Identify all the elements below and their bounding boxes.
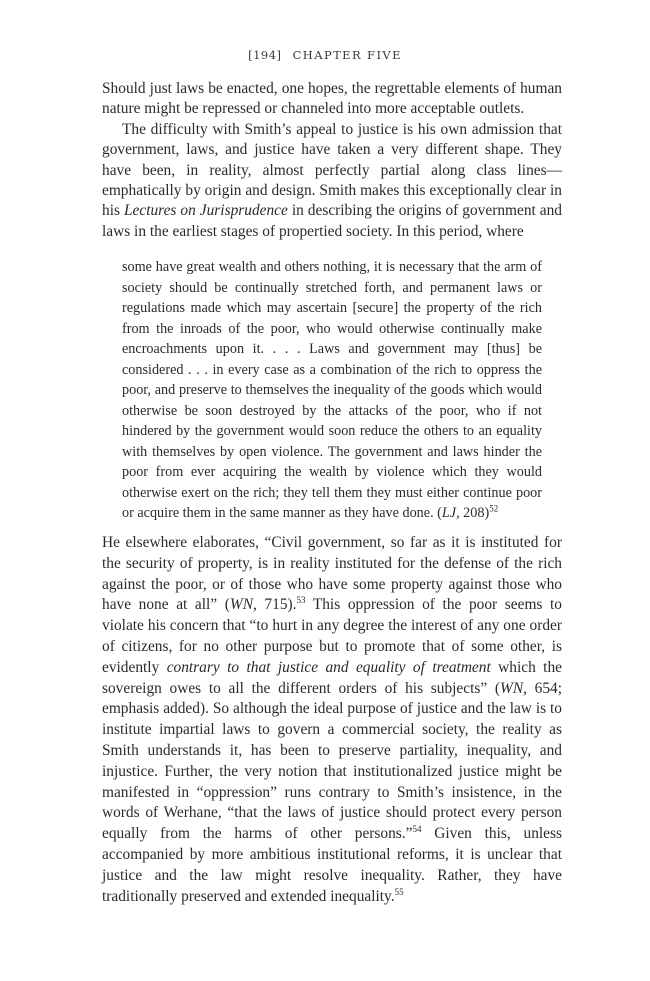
- page-number: [194]: [248, 48, 282, 62]
- paragraph-civil-government: He elsewhere elaborates, “Civil government, so far as it is instituted for the security of property, is in reality instituted for the defense of the rich against the poor, or of those who have some property against those who have none at all” (WN, 715).$^{53}$ This oppression of the poor seems to violate his concern that “to hurt in any degree the interest of any one order of citizens, for no other purpose but to promote that of some other, is evidently contrary to that justice and equality of treatment which the sovereign owes to all the different orders of his subjects” (WN, 654; emphasis added). So although the ideal purpose of justice and the law is to institute impartial laws to govern a commercial society, the reality as Smith understands it, has been to preserve partiality, inequality, and injustice. Further, the very notion that institutionalized justice might be manifested in “oppression” runs contrary to Smith’s insistence, in the words of Werhane, “that the laws of justice should protect every person equally from the harms of other persons.”$^{54}$ Given this, unless accompanied by more ambitious institutional reforms, it is unclear that justice and the law might resolve inequality. Rather, they have traditionally preserved and extended inequality.$^{55}$: [102, 534, 562, 905]
- paragraph-smith-justice: The difficulty with Smith’s appeal to justice is his own admission that government, laws, and justice have taken a very different shape. They have been, in reality, almost perfectly partial along class lines—emphatically by origin and design. Smith makes this exceptionally clear in his Lectures on Jurisprudence in describing the origins of government and laws in the earliest stages of propertied society. In this period, where: [102, 120, 563, 240]
- footnote-ref-55: 55: [394, 886, 404, 897]
- paragraph-continuation: Should just laws be enacted, one hopes, the regrettable elements of human nature might be repressed or channeled into more acceptable outlets.: [102, 80, 562, 118]
- footnote-ref-53: 53: [296, 595, 306, 606]
- running-head: [0, 48, 650, 62]
- book-title-lectures: Lectures on Jurisprudence: [123, 202, 288, 220]
- emphasis-phrase: contrary to that justice and equality of treatment: [166, 658, 491, 676]
- citation-wn: WN: [229, 596, 253, 614]
- block-quote: some have great wealth and others nothing, it is necessary that the arm of society should be continually stretched forth, and permanent laws or regulations made which may ascertain [secure] the property of the rich from the inroads of the poor, who would otherwise continually make encroachments upon it. . . . Laws and government may [thus] be considered . . . in every case as a combination of the rich to oppress the poor, and preserve to themselves the inequality of the goods which would otherwise be soon destroyed by the attacks of the poor, who if not hindered by the government would soon reduce the others to an equality with themselves by open violence. The government and laws hinder the poor from ever acquiring the wealth by violence which they would otherwise exert on the rich; they tell them they must either continue poor or acquire them in the same manner as they have done. (LJ, 208)$^{52}$: [122, 259, 542, 521]
- chapter-title: CHAPTER FIVE: [292, 48, 402, 62]
- citation-wn: WN: [500, 679, 524, 697]
- footnote-ref-52: 52: [489, 503, 499, 514]
- closing-text: [102, 533, 562, 907]
- opening-text: [102, 79, 562, 242]
- footnote-ref-54: 54: [412, 824, 422, 835]
- citation-lj: LJ: [441, 505, 457, 521]
